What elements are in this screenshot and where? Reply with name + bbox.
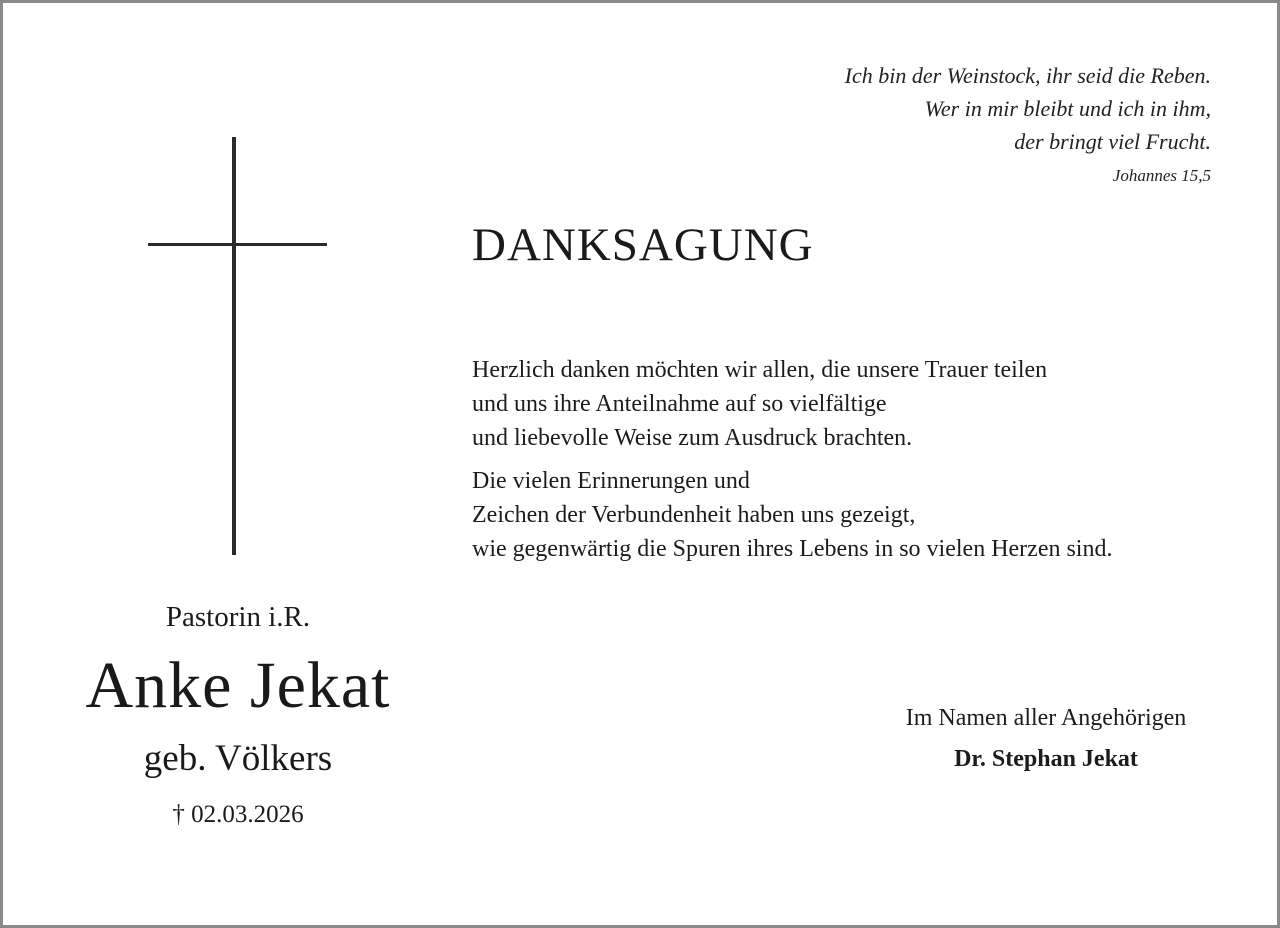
page-title: DANKSAGUNG bbox=[472, 219, 814, 271]
paragraph-line: wie gegenwärtig die Spuren ihres Lebens in so vielen Herzen sind. bbox=[472, 536, 1113, 562]
deceased-death-date: † 02.03.2026 bbox=[172, 801, 304, 828]
verse-line: Ich bin der Weinstock, ihr seid die Reben. bbox=[844, 63, 1211, 88]
paragraph-line: Die vielen Erinnerungen und bbox=[472, 468, 750, 494]
thanks-paragraph-1 bbox=[472, 353, 1047, 455]
bible-verse bbox=[845, 59, 1211, 194]
signature-intro: Im Namen aller Angehörigen bbox=[905, 705, 1187, 731]
signature-name: Dr. Stephan Jekat bbox=[954, 746, 1138, 772]
paragraph-line: Zeichen der Verbundenheit haben uns gezeigt, bbox=[472, 502, 916, 528]
verse-line: der bringt viel Frucht. bbox=[1014, 129, 1211, 154]
deceased-title: Pastorin i.R. bbox=[165, 601, 311, 633]
verse-line: Wer in mir bleibt und ich in ihm, bbox=[924, 96, 1211, 121]
deceased-name: Anke Jekat bbox=[85, 649, 391, 722]
paragraph-line: und uns ihre Anteilnahme auf so vielfältige bbox=[472, 391, 887, 417]
paragraph-line: Herzlich danken möchten wir allen, die unsere Trauer teilen bbox=[472, 357, 1048, 383]
cross-vertical-beam bbox=[232, 137, 236, 555]
paragraph-line: und liebevolle Weise zum Ausdruck brachten. bbox=[472, 425, 913, 451]
cross-horizontal-beam bbox=[148, 243, 327, 246]
verse-reference: Johannes 15,5 bbox=[1112, 166, 1211, 185]
deceased-birth-name: geb. Völkers bbox=[143, 738, 333, 779]
thanks-paragraph-2 bbox=[472, 464, 1112, 566]
